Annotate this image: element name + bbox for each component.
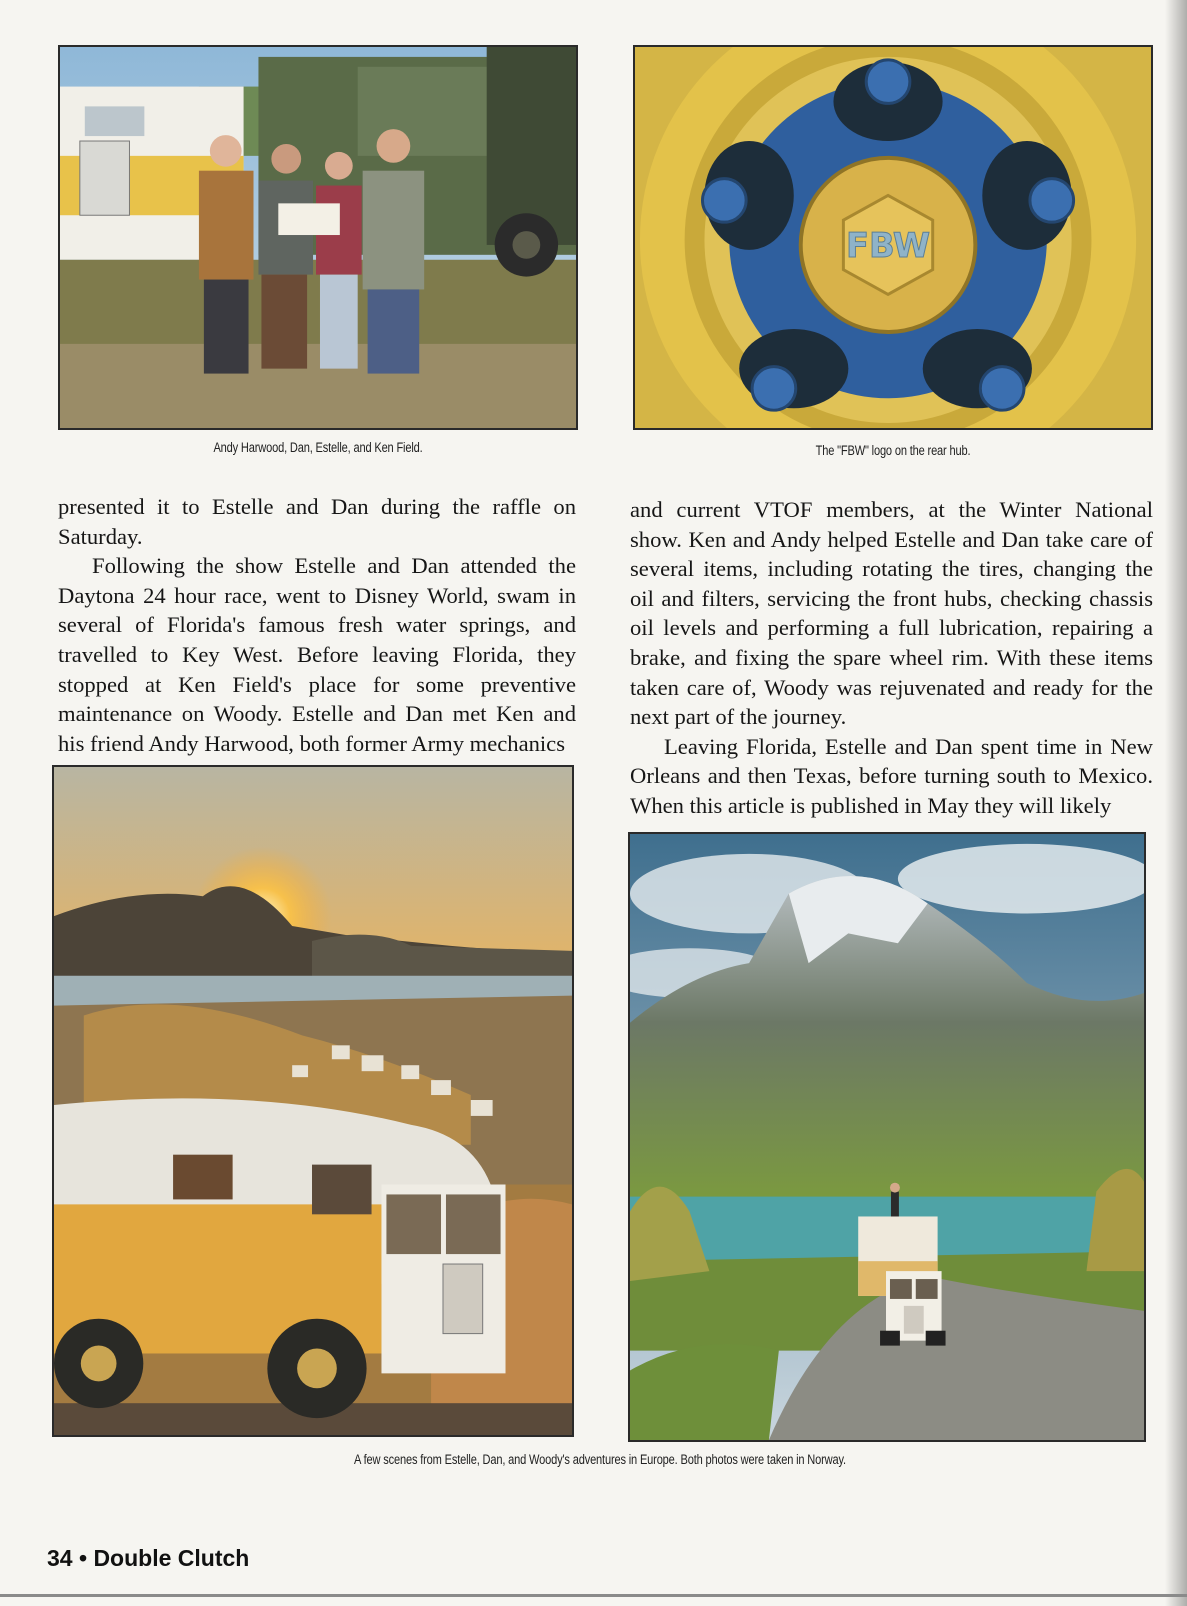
camper-truck	[54, 1098, 506, 1418]
photo-sunset-truck	[52, 765, 574, 1437]
article-paragraph: Leaving Florida, Estelle and Dan spent time in New Orleans and then Texas, before turning south to Mexico. When this article is published in May they will likely	[630, 733, 1153, 818]
fjord-truck-illustration	[630, 834, 1144, 1440]
photo-norway-fjord	[628, 832, 1146, 1442]
fbw-hub-illustration	[635, 47, 1151, 428]
magazine-title: Double Clutch	[93, 1545, 250, 1571]
caption-europe-photos: A few scenes from Estelle, Dan, and Woody's adventures in Europe. Both photos were taken in Norway.	[354, 1452, 846, 1467]
page-bottom-edge	[0, 1594, 1187, 1597]
page-edge-shadow	[1165, 0, 1187, 1606]
sunset-truck-illustration	[54, 767, 572, 1435]
caption-hub-photo: The "FBW" logo on the rear hub.	[815, 443, 971, 458]
page-footer	[47, 1545, 249, 1572]
article-paragraph: and current VTOF members, at the Winter National show. Ken and Andy helped Estelle and Dan take care of several items, including rotating the tires, changing the oil and filters, servicing the front hubs, checking chassis oil levels and performing a full lubrication, repairing a brake, and fixing the spare wheel rim. With these items taken care of, Woody was rejuvenated and ready for the next part of the journey.	[630, 497, 1153, 730]
article-right-column	[630, 495, 1153, 821]
caption-group-photo: Andy Harwood, Dan, Estelle, and Ken Field.	[213, 440, 423, 455]
fbw-logo-text: FBW	[845, 225, 931, 265]
page-number: 34	[47, 1545, 73, 1571]
article-paragraph: Following the show Estelle and Dan attended the Daytona 24 hour race, went to Disney World, swam in several of Florida's famous fresh water springs, and travelled to Key West. Before leaving Florida, they stopped at Ken Field's place for some preventive maintenance on Woody. Estelle and Dan met Ken and his friend Andy Harwood, both former Army mechanics	[58, 553, 576, 756]
article-left-column	[58, 492, 576, 758]
footer-separator: •	[78, 1545, 88, 1571]
article-paragraph: presented it to Estelle and Dan during the raffle on Saturday.	[58, 494, 576, 549]
photo-fbw-hub	[633, 45, 1153, 430]
photo-group-with-trucks	[58, 45, 578, 430]
group-photo-illustration	[60, 47, 576, 428]
